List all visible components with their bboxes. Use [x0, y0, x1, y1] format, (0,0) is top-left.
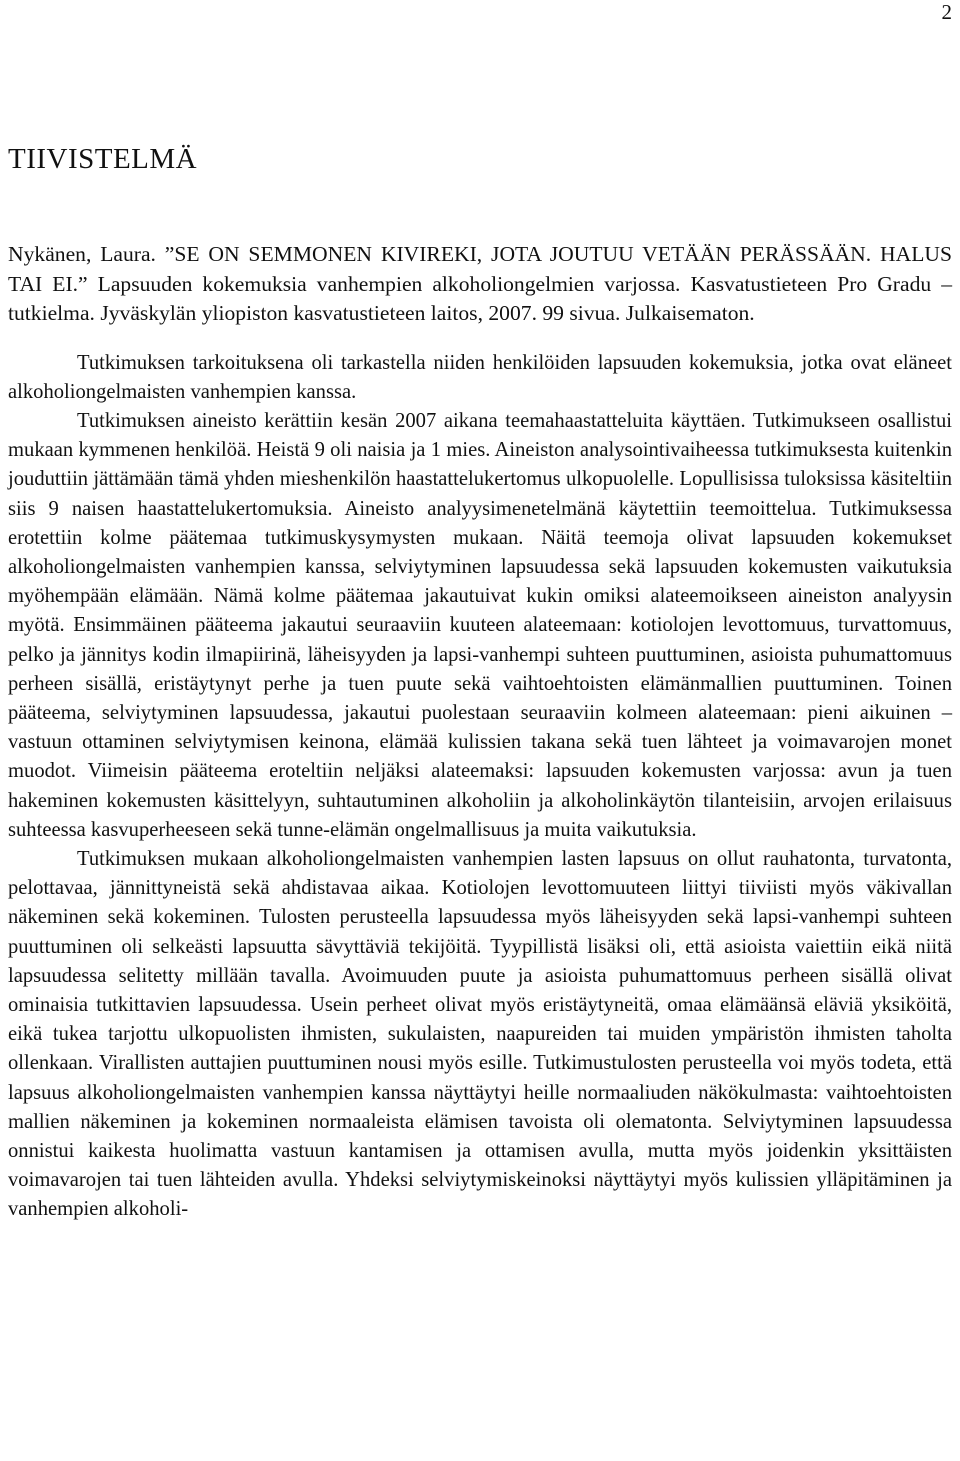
- page-number: 2: [941, 0, 952, 24]
- abstract-body: [8, 240, 952, 1225]
- abstract-paragraph-results: Tutkimuksen mukaan alkoholiongelmaisten vanhempien lasten lapsuus on ollut rauhatonta, turvatonta, pelottavaa, jännittyneistä sekä ahdistavaa aikaa. Kotiolojen levottomuuteen liittyi tiiviisti myös väkivallan näkeminen sekä kokeminen. Tulosten perusteella lapsuudessa myös läheisyyden sekä lapsi-vanhempi suhteen puuttuminen oli selkeästi lapsuutta sävyttäviä tekijöitä. Tyypillistä lisäksi oli, että asioista vaiettiin eikä niitä lapsuudessa selitetty millään tavalla. Avoimuuden puute ja asioista puhumattomuus perheen sisällä olivat ominaisia tutkittavien lapsuudessa. Usein perheet olivat myös eristäytyneitä, omaa elämäänsä eläviä yksiköitä, eikä tukea tarjottu ulkopuolisten ihmisten, sukulaisten, naapureiden tai muiden ympäristön ihmisten taholta ollenkaan. Virallisten auttajien puuttuminen nousi myös esille. Tutkimustulosten perusteella voi myös todeta, että lapsuus alkoholiongelmaisten vanhempien kanssa näyttäytyi heille normaaliuden näkökulmasta: vaihtoehtoisten mallien näkeminen ja kokeminen normaaleista elämisen tavoista oli olematonta. Selviytyminen lapsuudessa onnistui kaikesta huolimatta vastuun kantamisen ja ottamisen avulla, mutta myös joidenkin yksittäisten voimavarojen tai tuen lähteiden avulla. Yhdeksi selviytymiskeinoksi näyttäytyi myös kulissien ylläpitäminen ja vanhempien alkoholi-: [8, 847, 952, 1221]
- abstract-paragraph-method: Tutkimuksen aineisto kerättiin kesän 2007 aikana teemahaastatteluita käyttäen. Tutkimukseen osallistui mukaan kymmenen henkilöä. Heistä 9 oli naisia ja 1 mies. Aineiston analysointivaiheessa tutkimuksesta kuitenkin jouduttiin jättämään tämä yhden mieshenkilön haastattelukertomus ulkopuolelle. Lopullisissa tuloksissa käsiteltiin siis 9 naisen haastattelukertomuksia. Aineisto analyysimenetelmänä käytettiin teemoittelua. Tutkimuksessa erotettiin kolme päätemaa tutkimuskysymysten mukaan. Näitä teemoja olivat lapsuuden kokemukset alkoholiongelmaisten vanhempien kanssa, selviytyminen lapsuudessa sekä lapsuuden kokemusten vaikutuksia myöhempään elämään. Nämä kolme päätemaa jakautuivat kukin omiksi alateemoikseen aineiston analyysin myötä. Ensimmäinen pääteema jakautui seuraaviin kuuteen alateemaan: kotiolojen levottomuus, turvattomuus, pelko ja jännitys kodin ilmapiirinä, läheisyyden ja lapsi-vanhempi suhteen puuttuminen, asioista puhumattomuus perheen sisällä, eristäytynyt perhe ja tuen puute sekä vaihtoehtoisten elämänmallien puuttuminen. Toinen pääteema, selviytyminen lapsuudessa, jakautui puolestaan seuraaviin kolmeen alateemaan: pieni aikuinen – vastuun ottaminen selviytymisen keinona, elämää kulissien takana sekä tuen lähteet ja voimavarojen monet muodot. Viimeisin pääteema eroteltiin neljäksi alateemaksi: lapsuuden kokemusten varjossa: avun ja tuen hakeminen kokemusten käsittelyyn, suhtautuminen alkoholiin ja alkoholinkäytön tilanteisiin, arvojen erilaisuus suhteessa kasvuperheeseen sekä tunne-elämän ongelmallisuus ja muita vaikutuksia.: [8, 409, 952, 841]
- page-title: TIIVISTELMÄ: [8, 143, 198, 175]
- citation-paragraph: Nykänen, Laura. ”SE ON SEMMONEN KIVIREKI, JOTA JOUTUU VETÄÄN PERÄSSÄÄN. HALUS TAI EI.” Lapsuuden kokemuksia vanhempien alkoholiongelmien varjossa. Kasvatustieteen Pro Gradu – tutkielma. Jyväskylän yliopiston kasvatustieteen laitos, 2007. 99 sivua. Julkaisematon.: [8, 242, 952, 325]
- abstract-paragraph-purpose: Tutkimuksen tarkoituksena oli tarkastella niiden henkilöiden lapsuuden kokemuksia, jotka ovat eläneet alkoholiongelmaisten vanhempien kanssa.: [8, 351, 952, 403]
